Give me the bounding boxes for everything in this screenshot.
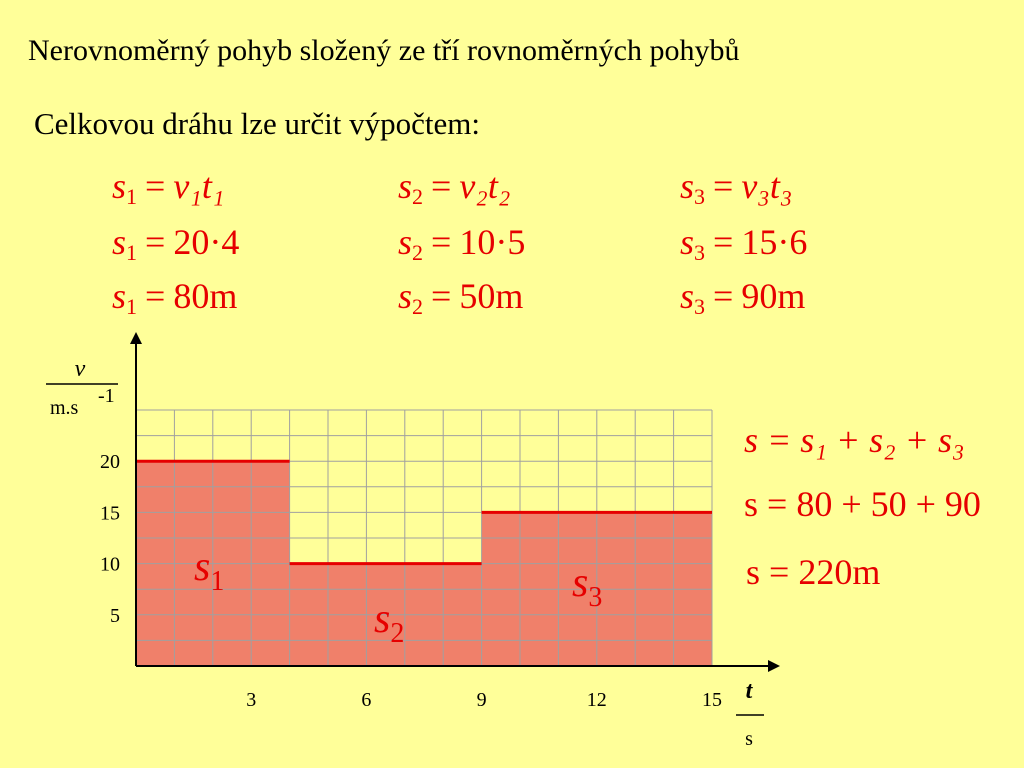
y-axis-label-unit-exponent: -1 bbox=[98, 385, 115, 407]
eq-s3-values: $s_3 = 15\cdot 6$ bbox=[680, 222, 808, 265]
slide-subtitle: Celkovou dráhu lze určit výpočtem: bbox=[34, 106, 480, 141]
eq-s1-result: $s_1 = 80m$ bbox=[112, 276, 238, 319]
eq-s3-result: $s_3 = 90m$ bbox=[680, 276, 806, 319]
y-tick-label: 10 bbox=[100, 553, 120, 576]
eq-s1-formula: $s_1 = v_1t_1$ bbox=[112, 166, 225, 209]
x-axis-label-quantity: t bbox=[745, 678, 753, 704]
x-tick-label: 9 bbox=[476, 689, 487, 711]
x-tick-label: 12 bbox=[586, 689, 607, 711]
area-label-s1: s1 bbox=[194, 544, 225, 597]
eq-total-values: s = 80 + 50 + 90 bbox=[744, 484, 981, 524]
x-tick-label: 3 bbox=[246, 689, 257, 711]
y-tick-label: 5 bbox=[110, 604, 120, 627]
y-axis-label-quantity: v bbox=[74, 356, 86, 382]
x-tick-label: 6 bbox=[361, 689, 372, 711]
eq-total-formula: s = s₁ + s₂ + s₃ bbox=[744, 420, 965, 460]
eq-s2-formula: $s_2 = v_2t_2$ bbox=[398, 166, 511, 209]
x-tick-label: 15 bbox=[702, 689, 722, 711]
eq-s1-values: $s_1 = 20\cdot 4$ bbox=[112, 222, 240, 265]
y-tick-label: 20 bbox=[100, 451, 120, 474]
eq-s2-values: $s_2 = 10\cdot 5$ bbox=[398, 222, 526, 265]
y-tick-label: 15 bbox=[100, 502, 120, 525]
slide-title: Nerovnoměrný pohyb složený ze tří rovnoměrných pohybů bbox=[28, 34, 740, 67]
x-axis-label-unit: s bbox=[745, 728, 753, 750]
eq-s2-result: $s_2 = 50m$ bbox=[398, 276, 524, 319]
eq-total-result: s = 220m bbox=[746, 552, 881, 592]
y-axis-label-unit: m.s bbox=[50, 397, 79, 419]
area-label-s2: s2 bbox=[374, 596, 405, 649]
area-label-s3: s3 bbox=[572, 560, 603, 613]
eq-s3-formula: $s_3 = v_3t_3$ bbox=[680, 166, 793, 209]
